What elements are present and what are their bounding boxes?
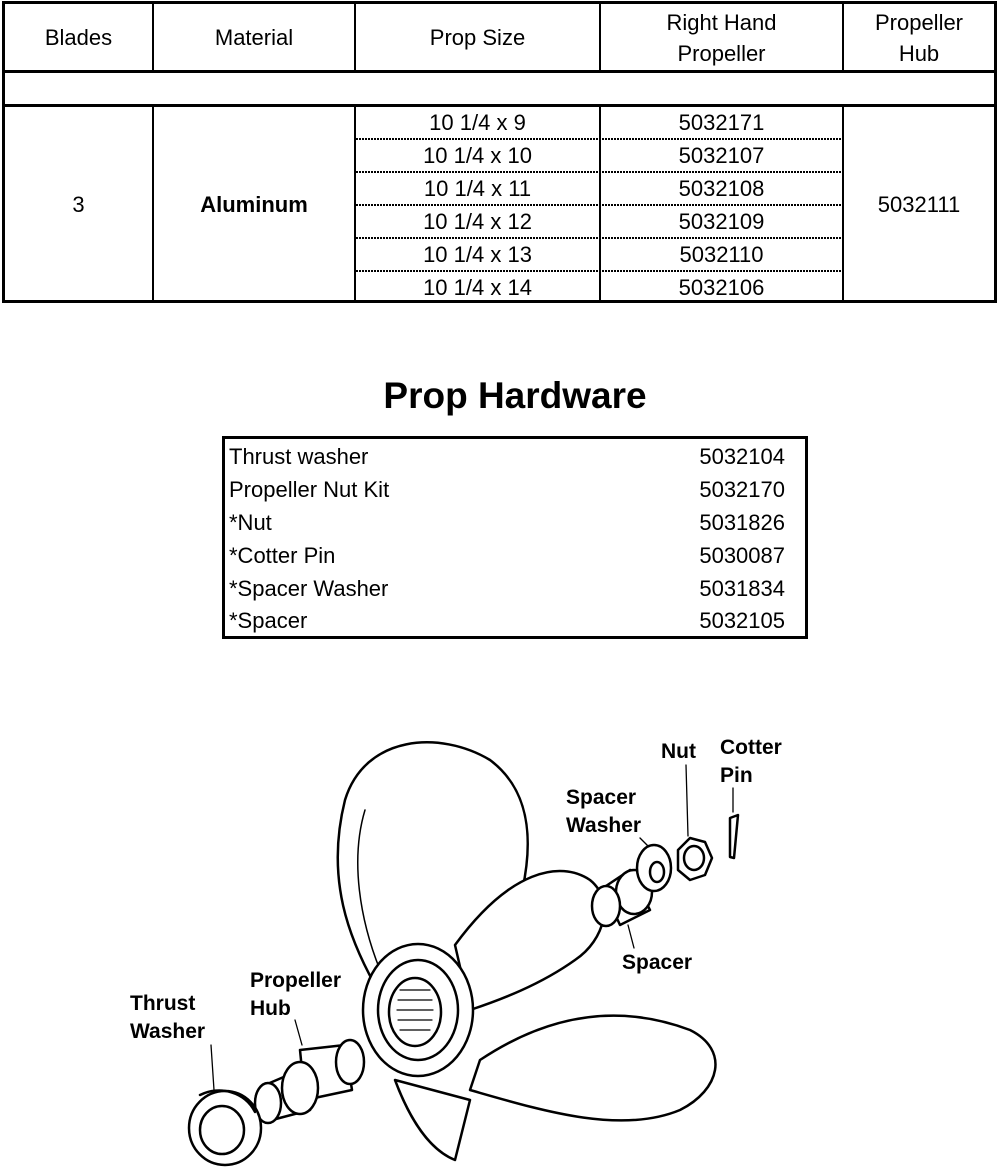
rh-part-number: 5032106 — [678, 275, 765, 300]
prop-size: 10 1/4 x 14 — [423, 275, 532, 300]
hardware-item-name: *Nut — [229, 509, 272, 535]
rh-part-number: 5032110 — [679, 242, 764, 267]
header-prop-size: Prop Size — [429, 25, 526, 50]
propeller-blade-lower — [470, 1016, 715, 1121]
header-divider — [354, 4, 356, 71]
rh-part-number: 5032107 — [678, 143, 765, 168]
header-right-hand-propeller: Right Hand Propeller — [666, 9, 777, 66]
label-spacer-washer — [566, 786, 641, 837]
rh-part-number: 5032108 — [678, 176, 765, 201]
hardware-row — [229, 572, 785, 605]
header-divider — [599, 4, 601, 71]
label-cotter-pin — [720, 736, 782, 787]
cotter-pin-part — [730, 815, 738, 858]
label-spacer — [622, 951, 692, 974]
hardware-item-name: Propeller Nut Kit — [229, 476, 390, 502]
label-nut — [661, 740, 696, 763]
hardware-row — [229, 440, 785, 473]
diagram-label-line: Thrust — [130, 992, 196, 1015]
diagram-label-line: Nut — [661, 740, 696, 763]
spacer-washer-part — [637, 845, 671, 891]
header-rule — [5, 70, 994, 73]
blades-value: 3 — [72, 192, 85, 217]
hardware-part-number: 5032105 — [699, 607, 785, 633]
exploded-propeller-diagram — [0, 700, 999, 1168]
hardware-item-name: *Cotter Pin — [229, 542, 336, 568]
diagram-label-line: Pin — [720, 764, 753, 787]
hardware-item-name: *Spacer — [229, 607, 308, 633]
header-divider — [842, 4, 844, 71]
hardware-item-name: *Spacer Washer — [229, 575, 389, 601]
hardware-part-number: 5032170 — [699, 476, 785, 502]
prop-size: 10 1/4 x 12 — [423, 209, 532, 234]
hardware-row — [229, 473, 785, 506]
diagram-label-line: Washer — [130, 1020, 206, 1043]
diagram-label-line: Cotter — [720, 736, 782, 759]
hardware-row — [229, 539, 785, 572]
hardware-row — [229, 604, 785, 637]
prop-size: 10 1/4 x 10 — [423, 143, 532, 168]
diagram-label-line: Propeller — [250, 969, 342, 992]
diagram-label-line: Washer — [566, 814, 642, 837]
diagram-label-line: Spacer — [566, 786, 637, 809]
hub-part-number: 5032111 — [877, 192, 961, 217]
label-thrust-washer — [130, 992, 205, 1043]
header-material: Material — [214, 25, 294, 50]
header-divider — [152, 4, 154, 71]
hardware-item-name: Thrust washer — [229, 443, 369, 469]
hardware-part-number: 5031826 — [699, 509, 785, 535]
header-propeller-hub: Propeller Hub — [874, 9, 964, 66]
header-blades: Blades — [44, 25, 113, 50]
label-propeller-hub — [250, 969, 341, 1020]
diagram-label-line: Spacer — [622, 951, 693, 974]
hardware-table — [222, 436, 808, 639]
hardware-title: Prop Hardware — [383, 375, 647, 416]
material-value: Aluminum — [200, 192, 308, 217]
nut-part — [678, 838, 712, 880]
prop-size: 10 1/4 x 13 — [423, 242, 532, 267]
diagram-label-line: Hub — [250, 997, 291, 1020]
prop-size: 10 1/4 x 9 — [429, 110, 526, 135]
rh-part-number: 5032109 — [678, 209, 765, 234]
thrust-washer-part — [189, 1090, 261, 1165]
propeller-table — [2, 1, 997, 303]
hardware-part-number: 5032104 — [699, 443, 785, 469]
hardware-part-number: 5031834 — [699, 575, 785, 601]
propeller-hub-part — [255, 1040, 364, 1123]
prop-size: 10 1/4 x 11 — [423, 176, 532, 201]
hardware-row — [229, 506, 785, 539]
rh-part-number: 5032171 — [678, 110, 765, 135]
hardware-part-number: 5030087 — [699, 542, 785, 568]
